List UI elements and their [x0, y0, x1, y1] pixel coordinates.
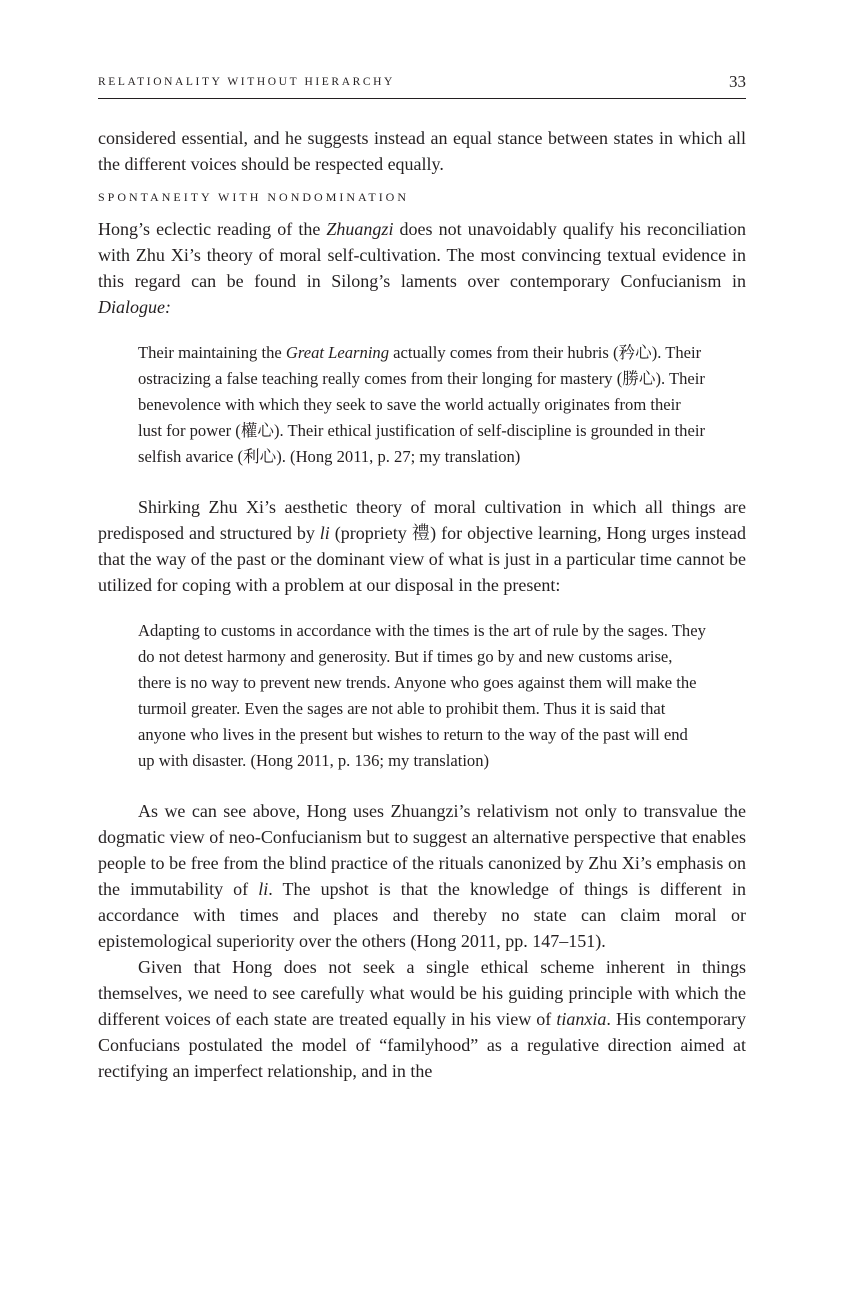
paragraph-3-text-a: As we can see above, Hong uses Zhuangzi’s relativism not only to transvalue the dogmatic view of neo-Confucianism but to suggest an alternative perspective that enables people to be free from the blind practice of the rituals canonized by Zhu Xi’s emphasis on the immutability of	[98, 801, 746, 899]
paragraph-1-emphasis-b: Dialogue:	[98, 297, 171, 317]
paragraph-1-text-a: Hong’s eclectic reading of the	[98, 219, 327, 239]
paragraph-4-text-a: Given that Hong does not seek a single ethical scheme inherent in things themselves, we need to see carefully what would be his guiding principle with which the different voices of each state are treated equally in his view of	[98, 957, 746, 1029]
paragraph-3-emphasis: li	[258, 879, 269, 899]
paragraph-2-emphasis: li	[319, 523, 330, 543]
running-head: RELATIONALITY WITHOUT HIERARCHY	[98, 76, 395, 88]
block-quote-1-text-b: actually comes from their hubris (矜心). Their ostracizing a false teaching really comes from their longing for mastery (勝心). Their benevolence with which they seek to save the world actually originates from their lust for power (權心). Their ethical justification of self-discipline is grounded in their selfish avarice (利心). (Hong 2011, p. 27; my translation)	[138, 343, 705, 466]
block-quote-1-text-a: Their maintaining the	[138, 343, 286, 362]
paragraph-1-emphasis-a: Zhuangzi	[326, 219, 394, 239]
page-number: 33	[729, 72, 746, 91]
paragraph-continued: considered essential, and he suggests instead an equal stance between states in which all the different voices should be respected equally.	[98, 128, 746, 174]
block-quote-1	[138, 340, 706, 470]
page-body	[98, 125, 746, 1084]
section-heading: SPONTANEITY WITH NONDOMINATION	[98, 190, 410, 204]
paragraph-2	[98, 494, 746, 598]
paragraph-3	[98, 798, 746, 954]
paragraph-2-text-a: Shirking Zhu Xi’s aesthetic theory of moral cultivation in which all things are predisposed and structured by	[98, 497, 746, 543]
page-header	[98, 72, 746, 99]
paragraph-1	[98, 216, 746, 320]
paragraph-4-text-b: . His contemporary Confucians postulated the model of “familyhood” as a regulative direction aimed at rectifying an imperfect relationship, and in the	[98, 1009, 746, 1081]
paragraph-3-text-b: . The upshot is that the knowledge of things is different in accordance with times and places and thereby no state can claim moral or epistemological superiority over the others (Hong 2011, pp. 147–151).	[98, 879, 746, 951]
paragraph-1-text-b: does not unavoidably qualify his reconciliation with Zhu Xi’s theory of moral self-cultivation. The most convincing textual evidence in this regard can be found in Silong’s laments over contemporary Confucianism in	[98, 219, 746, 291]
paragraph-4	[98, 954, 746, 1084]
block-quote-2: Adapting to customs in accordance with the times is the art of rule by the sages. They do not detest harmony and generosity. But if times go by and new customs arise, there is no way to prevent new trends. Anyone who goes against them will make the turmoil greater. Even the sages are not able to prohibit them. Thus it is said that anyone who lives in the present but wishes to return to the way of the past will end up with disaster. (Hong 2011, p. 136; my translation)	[138, 621, 706, 770]
paragraph-4-emphasis: tianxia	[556, 1009, 607, 1029]
block-quote-1-emphasis: Great Learning	[285, 343, 390, 362]
paragraph-2-text-b: (propriety 禮) for objective learning, Hong urges instead that the way of the past or the dominant view of what is just in a particular time cannot be utilized for coping with a problem at our disposal in the present:	[98, 523, 746, 595]
